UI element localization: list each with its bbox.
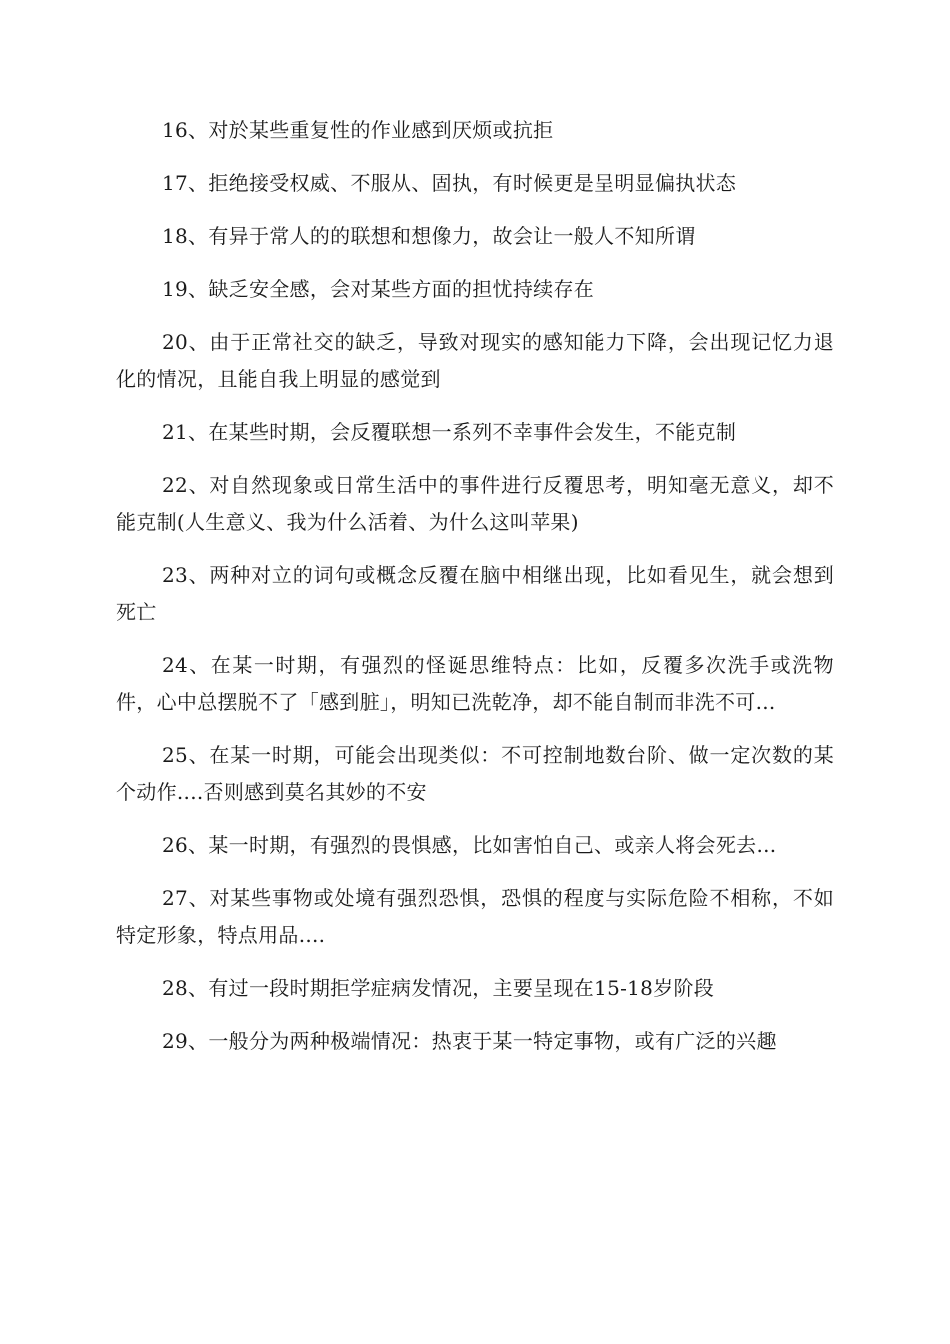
paragraph-29: 29、一般分为两种极端情况：热衷于某一特定事物，或有广泛的兴趣 — [162, 1029, 777, 1053]
paragraph-20: 20、由于正常社交的缺乏，导致对现实的感知能力下降，会出现记忆力退化的情况，且能自我上明显的感觉到 — [116, 330, 834, 391]
paragraph-26: 26、某一时期，有强烈的畏惧感，比如害怕自己、或亲人将会死去... — [162, 833, 777, 857]
paragraph-27: 27、对某些事物或处境有强烈恐惧，恐惧的程度与实际危险不相称，不如特定形象，特点用品.... — [116, 886, 834, 947]
paragraph-16: 16、对於某些重复性的作业感到厌烦或抗拒 — [162, 118, 554, 142]
paragraph-18: 18、有异于常人的的联想和想像力，故会让一般人不知所谓 — [162, 224, 696, 248]
paragraph-19: 19、缺乏安全感，会对某些方面的担忧持续存在 — [162, 277, 595, 301]
paragraph-17: 17、拒绝接受权威、不服从、固执，有时候更是呈明显偏执状态 — [162, 171, 737, 195]
paragraph-28: 28、有过一段时期拒学症病发情况，主要呈现在15-18岁阶段 — [162, 976, 715, 1000]
paragraph-24: 24、在某一时期，有强烈的怪诞思维特点：比如，反覆多次洗手或洗物件，心中总摆脱不了「感到脏」，明知已洗乾净，却不能自制而非洗不可... — [116, 653, 834, 714]
paragraph-21: 21、在某些时期，会反覆联想一系列不幸事件会发生，不能克制 — [162, 420, 737, 444]
paragraph-22: 22、对自然现象或日常生活中的事件进行反覆思考，明知毫无意义，却不能克制(人生意义、我为什么活着、为什么这叫苹果) — [116, 473, 834, 534]
document-body — [116, 112, 834, 1076]
paragraph-23: 23、两种对立的词句或概念反覆在脑中相继出现，比如看见生，就会想到死亡 — [116, 563, 834, 624]
paragraph-25: 25、在某一时期，可能会出现类似：不可控制地数台阶、做一定次数的某个动作....否则感到莫名其妙的不安 — [116, 743, 834, 804]
